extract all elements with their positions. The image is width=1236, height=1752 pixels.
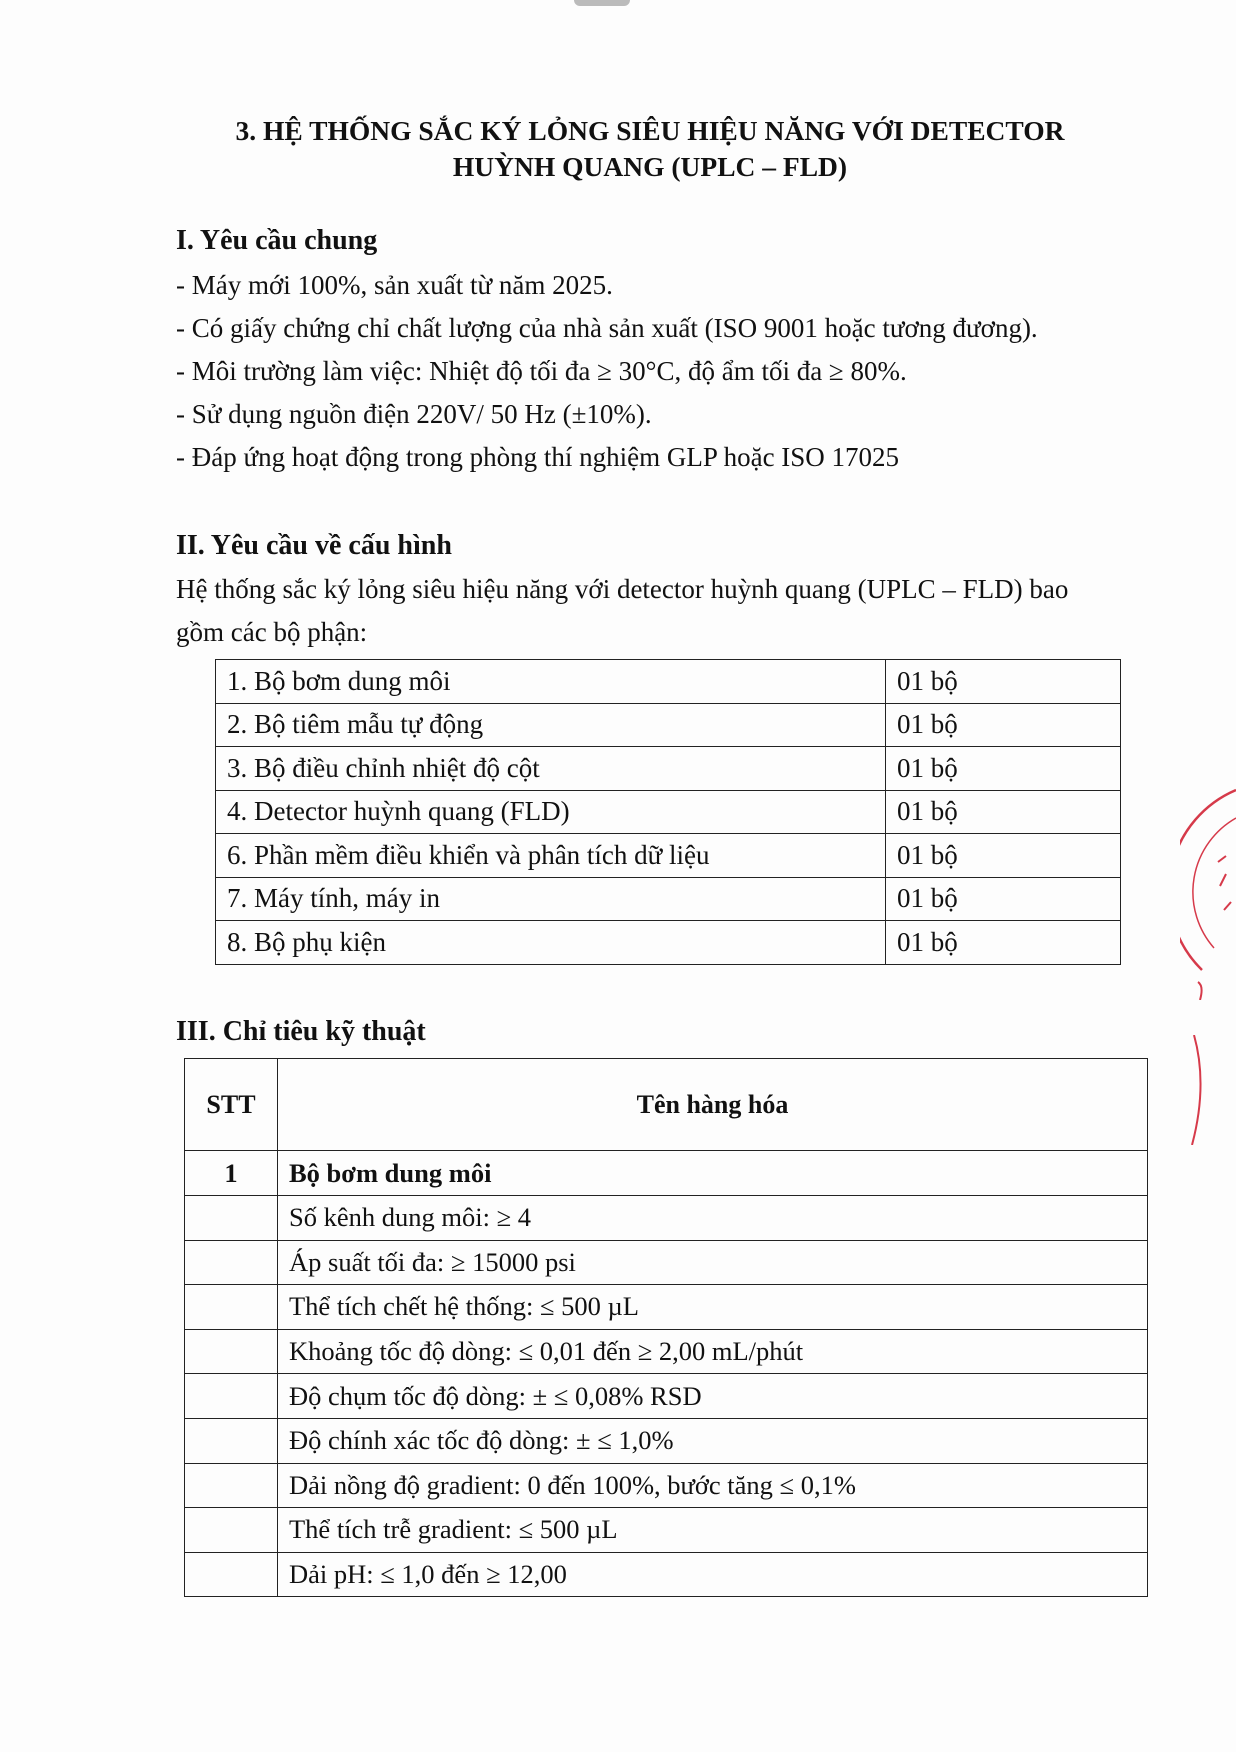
config-qty: 01 bộ (886, 921, 1121, 965)
table-row (185, 1374, 1148, 1419)
spec-table (184, 1058, 1148, 1597)
config-qty: 01 bộ (886, 703, 1121, 747)
section-number: 1 (185, 1151, 278, 1196)
spec-item: Độ chính xác tốc độ dòng: ± ≤ 1,0% (278, 1418, 1148, 1463)
config-qty: 01 bộ (886, 834, 1121, 878)
config-intro: Hệ thống sắc ký lỏng siêu hiệu năng với detector huỳnh quang (UPLC – FLD) bao (176, 574, 1069, 604)
stamp-mark-icon (1188, 1035, 1218, 1145)
spec-item: Khoảng tốc độ dòng: ≤ 0,01 đến ≥ 2,00 mL/phút (278, 1329, 1148, 1374)
section-heading-config: II. Yêu cầu về cấu hình (176, 530, 452, 561)
section-heading-general: I. Yêu cầu chung (176, 225, 378, 256)
config-item: 8. Bộ phụ kiện (216, 921, 886, 965)
spec-item: Thể tích chết hệ thống: ≤ 500 µL (278, 1285, 1148, 1330)
spec-item: Số kênh dung môi: ≥ 4 (278, 1196, 1148, 1241)
table-row (185, 1196, 1148, 1241)
table-section-row (185, 1151, 1148, 1196)
spec-item: Thể tích trễ gradient: ≤ 500 µL (278, 1508, 1148, 1553)
table-row (185, 1240, 1148, 1285)
table-row (185, 1508, 1148, 1553)
red-stamp-icon (1180, 770, 1236, 1000)
table-row (216, 747, 1121, 791)
general-item: - Môi trường làm việc: Nhiệt độ tối đa ≥ 30°C, độ ẩm tối đa ≥ 80%. (176, 356, 907, 386)
table-row (185, 1418, 1148, 1463)
table-header-row (185, 1059, 1148, 1151)
spec-item: Dải nồng độ gradient: 0 đến 100%, bước tăng ≤ 0,1% (278, 1463, 1148, 1508)
section-name: Bộ bơm dung môi (278, 1151, 1148, 1196)
general-item: - Máy mới 100%, sản xuất từ năm 2025. (176, 270, 613, 300)
config-table (215, 659, 1121, 965)
config-intro-cont: gồm các bộ phận: (176, 617, 368, 647)
config-item: 3. Bộ điều chỉnh nhiệt độ cột (216, 747, 886, 791)
general-item: - Sử dụng nguồn điện 220V/ 50 Hz (±10%). (176, 399, 652, 429)
spec-item: Áp suất tối đa: ≥ 15000 psi (278, 1240, 1148, 1285)
spec-item: Dải pH: ≤ 1,0 đến ≥ 12,00 (278, 1552, 1148, 1597)
spec-item: Độ chụm tốc độ dòng: ± ≤ 0,08% RSD (278, 1374, 1148, 1419)
col-header-stt: STT (185, 1059, 278, 1151)
config-item: 2. Bộ tiêm mẫu tự động (216, 703, 886, 747)
col-header-name: Tên hàng hóa (278, 1059, 1148, 1151)
table-row (185, 1552, 1148, 1597)
config-item: 1. Bộ bơm dung môi (216, 660, 886, 704)
table-row (216, 877, 1121, 921)
section-heading-specs: III. Chỉ tiêu kỹ thuật (176, 1016, 426, 1047)
general-item: - Đáp ứng hoạt động trong phòng thí nghiệm GLP hoặc ISO 17025 (176, 442, 900, 472)
table-row (185, 1285, 1148, 1330)
config-qty: 01 bộ (886, 660, 1121, 704)
table-row (216, 703, 1121, 747)
table-row (216, 790, 1121, 834)
table-row (185, 1463, 1148, 1508)
table-row (185, 1329, 1148, 1374)
scan-mark (574, 0, 630, 6)
document-title: 3. HỆ THỐNG SẮC KÝ LỎNG SIÊU HIỆU NĂNG VỚI DETECTOR HUỲNH QUANG (UPLC – FLD) (235, 115, 1065, 182)
table-row (216, 834, 1121, 878)
general-item: - Có giấy chứng chỉ chất lượng của nhà sản xuất (ISO 9001 hoặc tương đương). (176, 313, 1038, 343)
config-item: 7. Máy tính, máy in (216, 877, 886, 921)
config-qty: 01 bộ (886, 877, 1121, 921)
config-item: 4. Detector huỳnh quang (FLD) (216, 790, 886, 834)
config-qty: 01 bộ (886, 747, 1121, 791)
config-item: 6. Phần mềm điều khiển và phân tích dữ liệu (216, 834, 886, 878)
table-row (216, 921, 1121, 965)
table-row (216, 660, 1121, 704)
config-qty: 01 bộ (886, 790, 1121, 834)
